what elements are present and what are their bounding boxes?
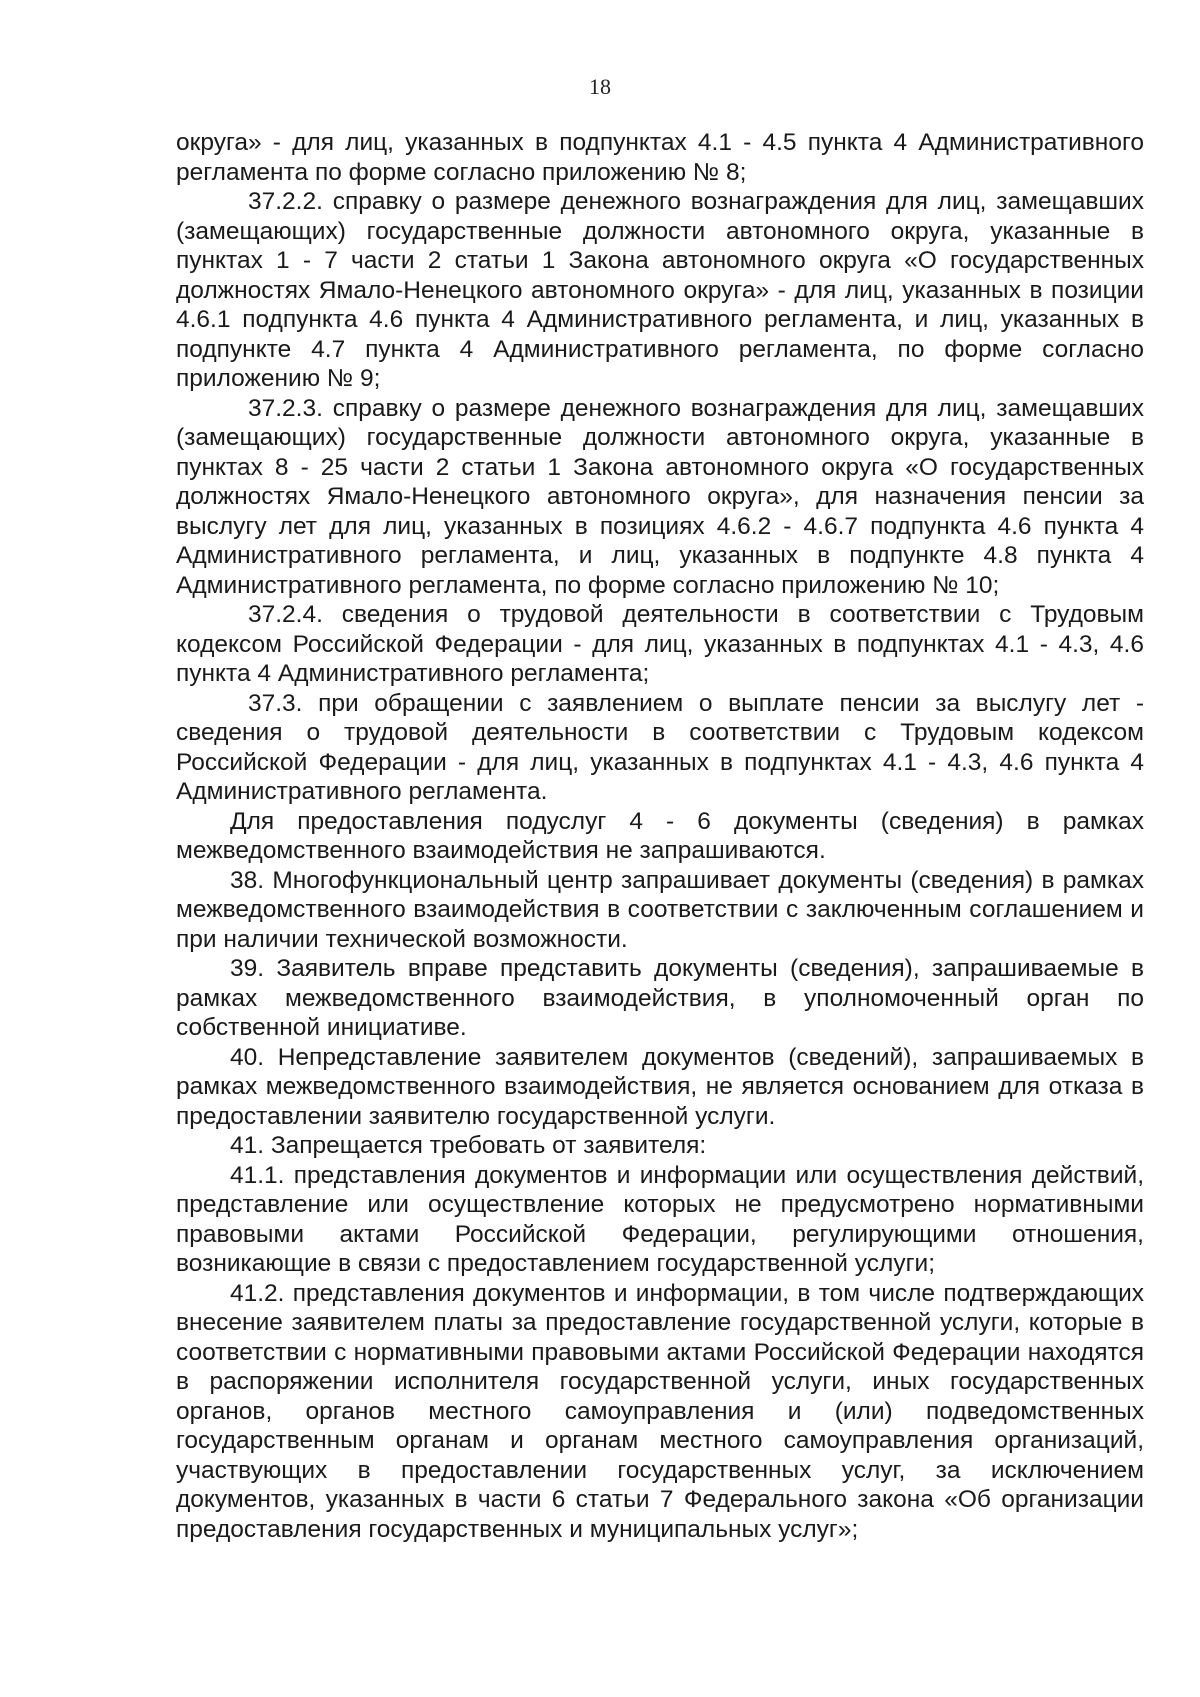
document-body xyxy=(176,128,1144,1544)
page-number: 18 xyxy=(589,74,611,99)
paragraph-38: 38. Многофункциональный центр запрашивает документы (сведения) в рамках межведомственного взаимодействия в соответствии с заключенным соглашением и при наличии технической возможности. xyxy=(176,866,1144,953)
paragraph-37-2-4: 37.2.4. сведения о трудовой деятельности в соответствии с Трудовым кодексом Российской Федерации - для лиц, указанных в подпунктах 4.1 - 4.3, 4.6 пункта 4 Административного регламента; xyxy=(176,601,1144,687)
paragraph-39: 39. Заявитель вправе представить документы (сведения), запрашиваемые в рамках межведомственного взаимодействия, в уполномоченный орган по собственной инициативе. xyxy=(176,955,1144,1041)
paragraph-subservices-note: Для предоставления подуслуг 4 - 6 документы (сведения) в рамках межведомственного взаимодействия не запрашиваются. xyxy=(176,807,1144,864)
paragraph-37-2-3: 37.2.3. справку о размере денежного вознаграждения для лиц, замещавших (замещающих) государственные должности автономного округа, указанные в пунктах 8 - 25 части 2 статьи 1 Закона автономного округа «О государственных должностях Ямало-Ненецкого автономного округа», для назначения пенсии за выслугу лет для лиц, указанных в позициях 4.6.2 - 4.6.7 подпункта 4.6 пункта 4 Административного регламента, и лиц, указанных в подпункте 4.8 пункта 4 Административного регламента, по форме согласно приложению № 10; xyxy=(176,394,1144,599)
paragraph-40: 40. Непредставление заявителем документов (сведений), запрашиваемых в рамках межведомственного взаимодействия, не является основанием для отказа в предоставлении заявителю государственной услуги. xyxy=(176,1043,1144,1130)
paragraph-37-2-2: 37.2.2. справку о размере денежного вознаграждения для лиц, замещавших (замещающих) государственные должности автономного округа, указанные в пунктах 1 - 7 части 2 статьи 1 Закона автономного округа «О государственных должностях Ямало-Ненецкого автономного округа» - для лиц, указанных в позиции 4.6.1 подпункта 4.6 пункта 4 Административного регламента, и лиц, указанных в подпункте 4.7 пункта 4 Административного регламента, по форме согласно приложению № 9; xyxy=(176,188,1144,392)
paragraph-continuation: округа» - для лиц, указанных в подпунктах 4.1 - 4.5 пункта 4 Административного регламента по форме согласно приложению № 8; xyxy=(176,129,1144,186)
paragraph-41-2: 41.2. представления документов и информации, в том числе подтверждающих внесение заявителем платы за предоставление государственной услуги, которые в соответствии с нормативными правовыми актами Российской Федерации находятся в распоряжении исполнителя государственной услуги, иных государственных органов, органов местного самоуправления и (или) подведомственных государственным органам и органам местного самоуправления организаций, участвующих в предоставлении государственных услуг, за исключением документов, указанных в части 6 статьи 7 Федерального закона «Об организации предоставления государственных и муниципальных услуг»; xyxy=(176,1279,1144,1543)
paragraph-37-3: 37.3. при обращении с заявлением о выплате пенсии за выслугу лет - сведения о трудовой деятельности в соответствии с Трудовым кодексом Российской Федерации - для лиц, указанных в подпунктах 4.1 - 4.3, 4.6 пункта 4 Административного регламента. xyxy=(176,689,1144,805)
paragraph-41: 41. Запрещается требовать от заявителя: xyxy=(230,1132,707,1159)
paragraph-41-1: 41.1. представления документов и информации или осуществления действий, представление или осуществление которых не предусмотрено нормативными правовыми актами Российской Федерации, регулирующими отношения, возникающие в связи с предоставлением государственной услуги; xyxy=(176,1161,1144,1277)
